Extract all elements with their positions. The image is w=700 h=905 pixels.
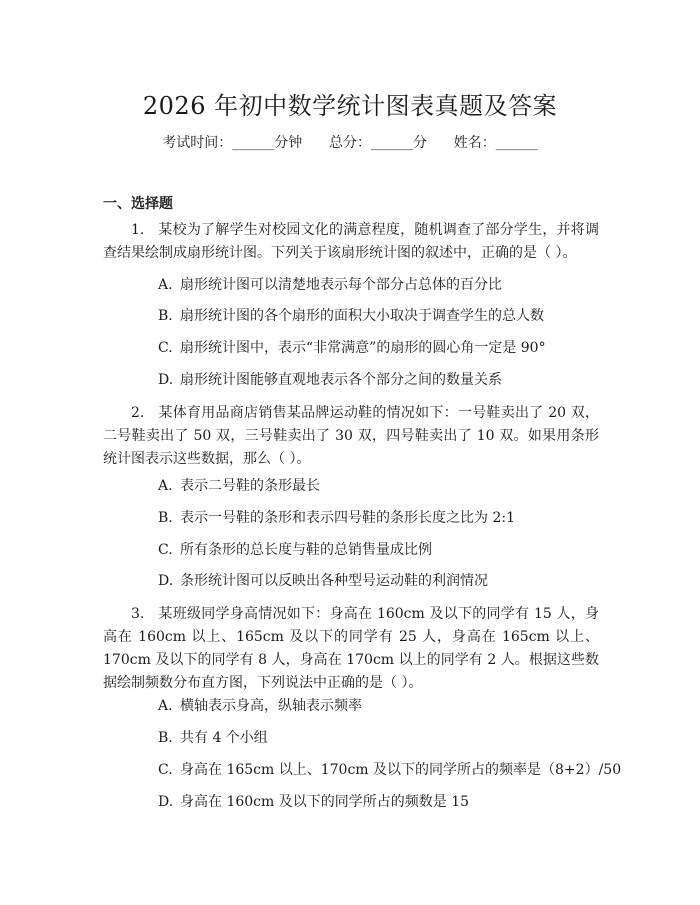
option-letter: C. xyxy=(158,340,173,356)
question-number: 1. xyxy=(131,222,145,238)
option-letter: A. xyxy=(158,277,173,293)
option-letter: D. xyxy=(158,372,174,388)
question-text: 某班级同学身高情况如下：身高在 160cm 及以下的同学有 15 人，身高在 160cm 以上、165cm 及以下的同学有 25 人，身高在 165cm 以上、170cm 及以下的同学有 8 人，身高在 170cm 以上的同学有 2 人。根据这些数据绘制频数分布直方图，下列说法中正确的是（ ）。 xyxy=(103,606,599,691)
option-text: 扇形统计图能够直观地表示各个部分之间的数量关系 xyxy=(180,372,502,388)
option-letter: A. xyxy=(158,698,173,714)
question-1-stem xyxy=(103,219,599,265)
question-1-option-d xyxy=(158,370,502,390)
question-1-option-c xyxy=(158,338,546,358)
exam-meta xyxy=(0,132,700,152)
total-score-field: 总分：______分 xyxy=(329,135,427,151)
option-text: 扇形统计图可以清楚地表示每个部分占总体的百分比 xyxy=(180,277,502,293)
question-1-option-b xyxy=(158,306,544,326)
question-3-option-c xyxy=(158,760,621,780)
section-heading: 一、选择题 xyxy=(103,196,173,212)
question-text: 某体育用品商店销售某品牌运动鞋的情况如下：一号鞋卖出了 20 双，二号鞋卖出了 50 双，三号鞋卖出了 30 双，四号鞋卖出了 10 双。如果用条形统计图表示这些数据，那么（ ）。 xyxy=(103,405,599,467)
question-2-option-c xyxy=(158,540,432,560)
question-3-stem xyxy=(103,603,599,695)
option-text: 身高在 160cm 及以下的同学所占的频数是 15 xyxy=(180,794,470,810)
option-text: 共有 4 个小组 xyxy=(180,730,268,746)
option-letter: D. xyxy=(158,794,174,810)
option-letter: B. xyxy=(158,730,173,746)
question-2-option-d xyxy=(158,571,488,591)
question-3-option-d xyxy=(158,792,469,812)
option-letter: D. xyxy=(158,573,174,589)
option-text: 表示二号鞋的条形最长 xyxy=(180,478,320,494)
question-1-option-a xyxy=(158,275,502,295)
question-3-option-b xyxy=(158,728,268,748)
option-text: 表示一号鞋的条形和表示四号鞋的条形长度之比为 2:1 xyxy=(180,510,515,526)
option-letter: C. xyxy=(158,762,173,778)
option-text: 身高在 165cm 以上、170cm 及以下的同学所占的频率是（8+2）/50 xyxy=(180,762,622,778)
option-text: 扇形统计图中，表示“非常满意”的扇形的圆心角一定是 90° xyxy=(180,340,546,356)
question-number: 3. xyxy=(131,606,145,622)
question-3-option-a xyxy=(158,696,362,716)
question-2-option-b xyxy=(158,508,515,528)
question-2-stem xyxy=(103,402,599,471)
option-text: 扇形统计图的各个扇形的面积大小取决于调查学生的总人数 xyxy=(180,308,544,324)
page-title: 2026 年初中数学统计图表真题及答案 xyxy=(142,92,558,120)
question-number: 2. xyxy=(131,405,145,421)
question-text: 某校为了解学生对校园文化的满意程度，随机调查了部分学生，并将调查结果绘制成扇形统计图。下列关于该扇形统计图的叙述中，正确的是（ ）。 xyxy=(103,222,599,261)
option-text: 条形统计图可以反映出各种型号运动鞋的利润情况 xyxy=(180,573,488,589)
option-letter: A. xyxy=(158,478,173,494)
option-letter: B. xyxy=(158,510,173,526)
option-text: 横轴表示身高，纵轴表示频率 xyxy=(180,698,362,714)
exam-time-field: 考试时间：______分钟 xyxy=(162,135,303,151)
question-2-option-a xyxy=(158,476,320,496)
option-letter: B. xyxy=(158,308,173,324)
option-text: 所有条形的总长度与鞋的总销售量成比例 xyxy=(180,542,432,558)
student-name-field: 姓名：______ xyxy=(453,135,538,151)
option-letter: C. xyxy=(158,542,173,558)
